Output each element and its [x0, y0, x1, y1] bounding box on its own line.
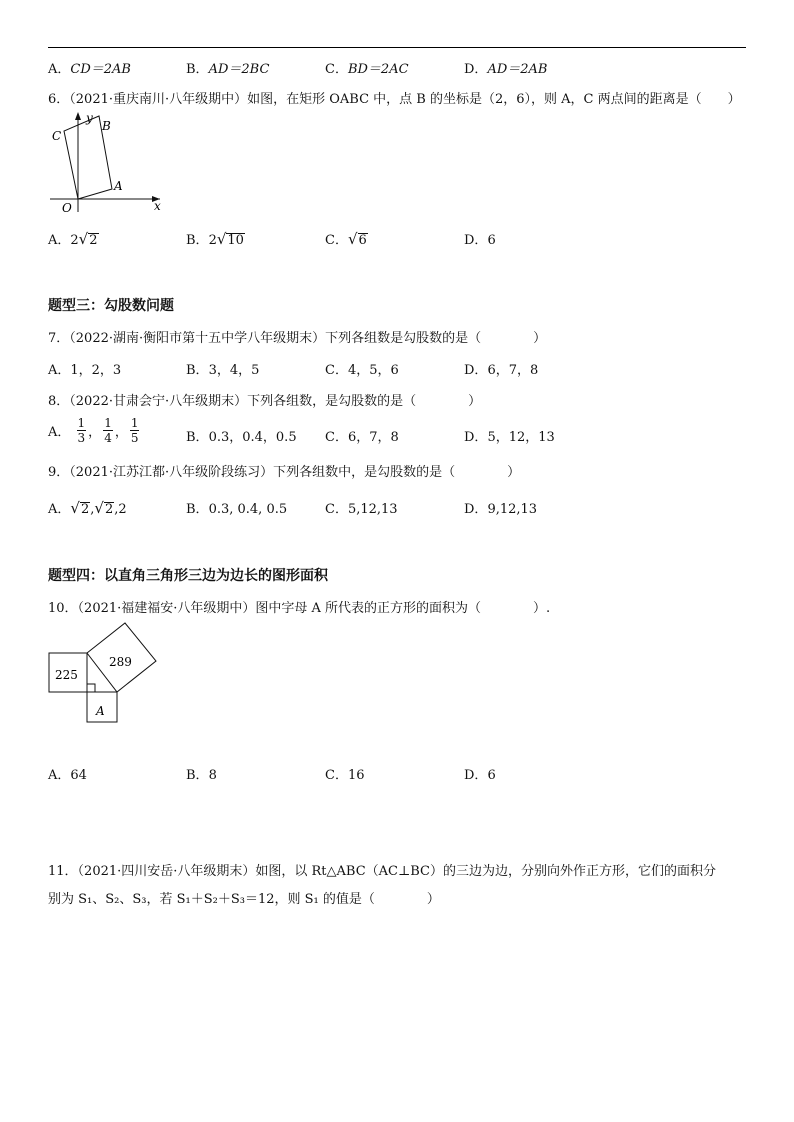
q10-option-c: C．16 — [325, 768, 365, 783]
q5-option-d: D．AD＝2AB — [464, 62, 548, 77]
q6-option-c: C．√6 — [325, 230, 367, 248]
q11-stem-line1: 11．（2021·四川安岳·八年级期末）如图，以 Rt△ABC（AC⊥BC）的三边为边，分别向外作正方形，它们的面积分 — [48, 864, 716, 879]
q7-option-c: C．4，5，6 — [325, 363, 399, 378]
q7-option-b: B．3，4，5 — [186, 363, 260, 378]
q8-option-c: C．6，7，8 — [325, 430, 399, 445]
q9-option-a: A．√2,√2,2 — [48, 499, 127, 517]
header-rule — [48, 47, 746, 48]
q10-label-a: A — [96, 704, 105, 718]
q6-label-c: C — [52, 129, 62, 143]
q8-stem: 8．（2022·甘肃会宁·八年级期末）下列各组数，是勾股数的是（ ） — [48, 394, 482, 409]
q7-stem: 7．（2022·湖南·衡阳市第十五中学八年级期末）下列各组数是勾股数的是（ ） — [48, 331, 547, 346]
q9-option-d: D．9,12,13 — [464, 502, 538, 517]
q6-label-x: x — [154, 199, 161, 213]
section-4-title: 题型四：以直角三角形三边为边长的图形面积 — [48, 568, 328, 584]
q10-stem: 10．（2021·福建福安·八年级期中）图中字母 A 所代表的正方形的面积为（ ）. — [48, 601, 551, 616]
q8-option-b: B．0.3，0.4，0.5 — [186, 430, 297, 445]
q10-label-225: 225 — [55, 668, 78, 682]
q6-rectangle-figure — [44, 108, 174, 218]
q10-option-a: A．64 — [48, 768, 87, 783]
q8-option-d: D．5，12，13 — [464, 430, 555, 445]
q9-option-b: B．0.3, 0.4, 0.5 — [186, 502, 288, 517]
q6-option-b: B．2√10 — [186, 230, 244, 248]
q8-option-a: A． $\frac{1}{3}$ ， $\frac{1}{4}$ ， $\frac{1}{5}$ — [48, 416, 139, 445]
q7-option-a: A．1，2，3 — [48, 363, 122, 378]
q10-option-b: B．8 — [186, 768, 217, 783]
q9-stem: 9．（2021·江苏江都·八年级阶段练习）下列各组数中，是勾股数的是（ ） — [48, 465, 521, 480]
q6-label-y: y — [86, 111, 93, 125]
q10-option-d: D．6 — [464, 768, 496, 783]
q10-label-289: 289 — [109, 655, 132, 669]
q6-label-a: A — [114, 179, 123, 193]
q10-squares-figure — [44, 618, 164, 726]
q6-option-d: D．6 — [464, 233, 496, 248]
q9-option-c: C．5,12,13 — [325, 502, 398, 517]
q6-option-a: A．2√2 — [48, 230, 98, 248]
q6-label-b: B — [102, 119, 111, 133]
section-3-title: 题型三：勾股数问题 — [48, 298, 174, 314]
q5-option-c: C．BD＝2AC — [325, 62, 409, 77]
q6-label-o: O — [62, 201, 72, 215]
q7-option-d: D．6，7，8 — [464, 363, 539, 378]
q6-stem: 6．（2021·重庆南川·八年级期中）如图，在矩形 OABC 中，点 B 的坐标是（2，6），则 A，C 两点间的距离是（ ） — [48, 92, 741, 107]
q5-option-b: B．AD＝2BC — [186, 62, 270, 77]
q5-option-a: A．CD＝2AB — [48, 62, 131, 77]
q11-stem-line2: 别为 S₁、S₂、S₃，若 S₁＋S₂＋S₃＝12，则 S₁ 的值是（ ） — [48, 892, 440, 907]
